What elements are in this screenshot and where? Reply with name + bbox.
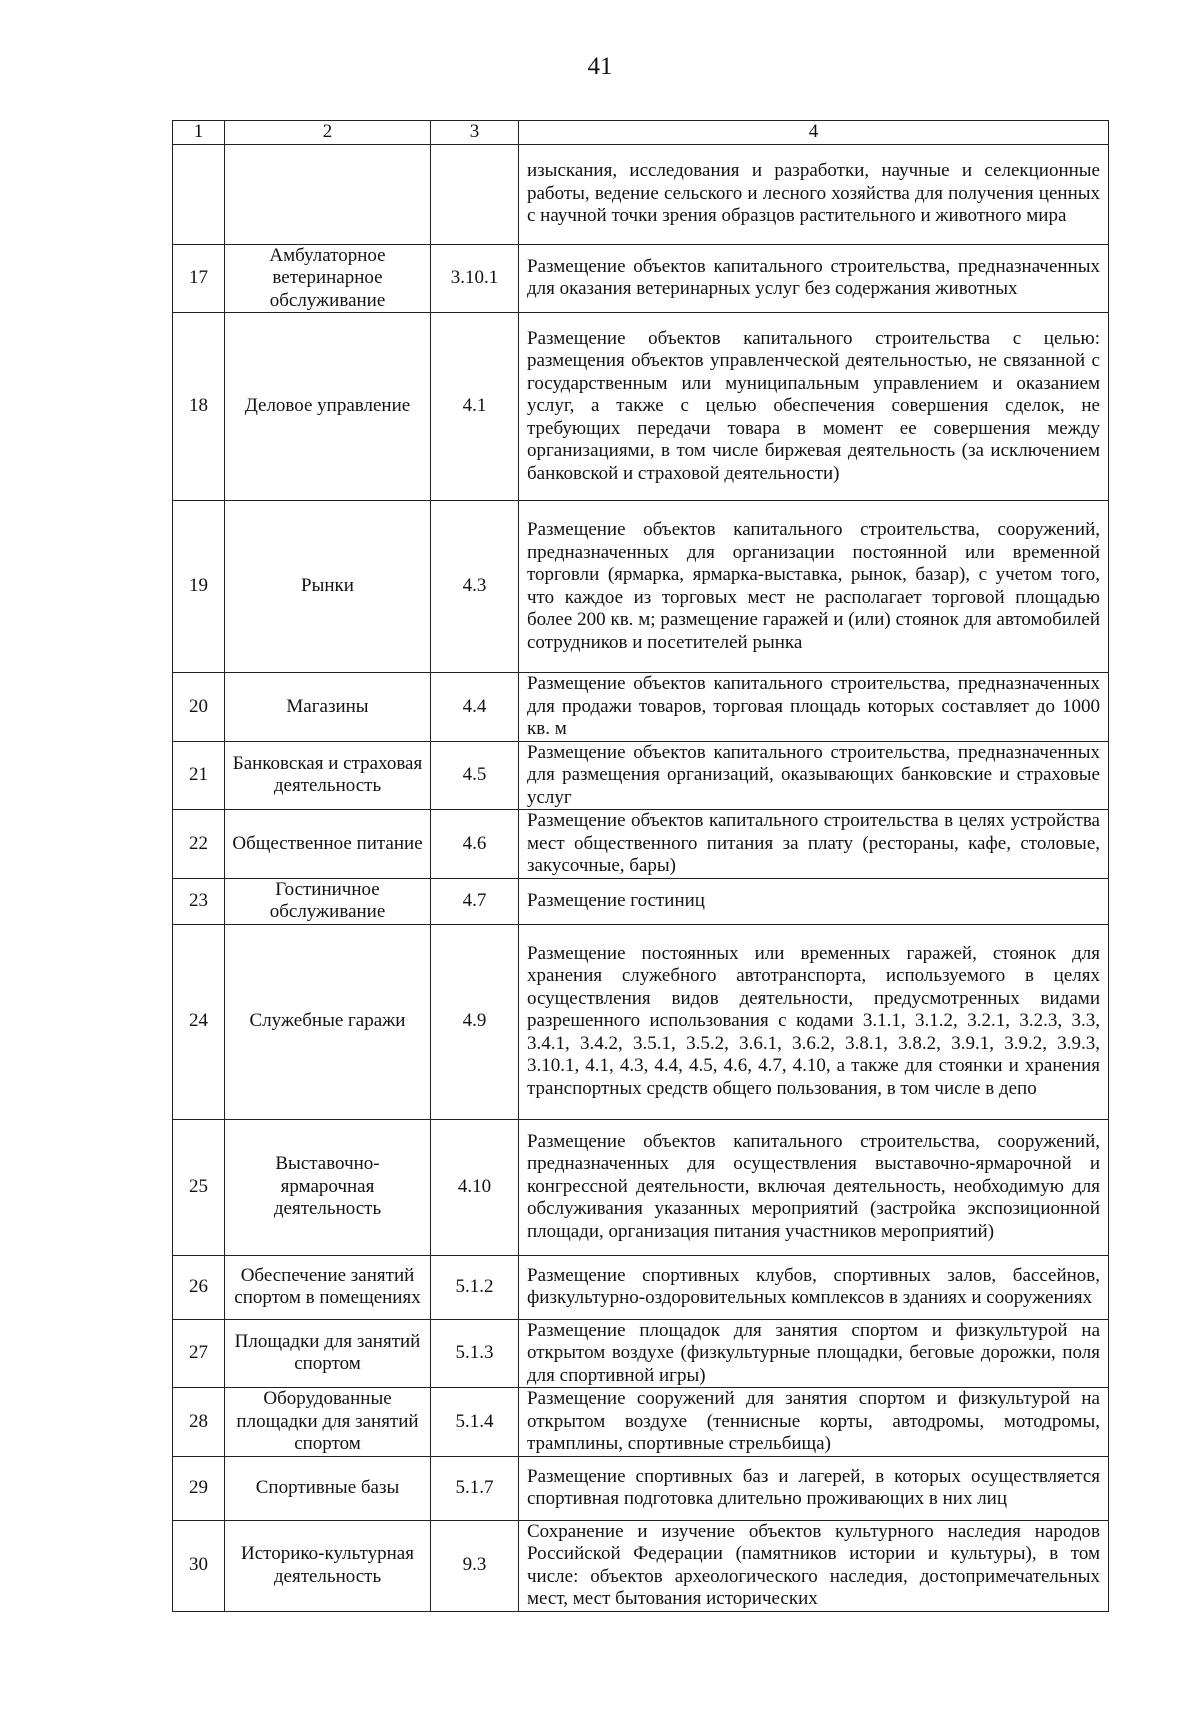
table-row bbox=[173, 878, 1109, 924]
use-type-name: Выставочно-ярмарочная деятельность bbox=[225, 1119, 431, 1255]
use-type-description: Размещение объектов капитального строительства в целях устройства мест общественного питания за плату (рестораны, кафе, столовые, закусочные, бары) bbox=[519, 810, 1109, 879]
row-number: 20 bbox=[173, 673, 225, 742]
use-type-description: Размещение объектов капитального строительства, предназначенных для оказания ветеринарных услуг без содержания животных bbox=[519, 244, 1109, 313]
use-type-name: Оборудованные площадки для занятий спортом bbox=[225, 1388, 431, 1457]
table-header bbox=[173, 121, 1109, 145]
use-type-name: Рынки bbox=[225, 501, 431, 673]
use-type-description: Размещение постоянных или временных гаражей, стоянок для хранения служебного автотранспорта, используемого в целях осуществления видов деятельности, предусмотренных видами разрешенного использования с кодами 3.1.1, 3.1.2, 3.2.1, 3.2.3, 3.3, 3.4.1, 3.4.2, 3.5.1, 3.5.2, 3.6.1, 3.6.2, 3.8.1, 3.8.2, 3.9.1, 3.9.2, 3.9.3, 3.10.1, 4.1, 4.3, 4.4, 4.5, 4.6, 4.7, 4.10, а также для стоянки и хранения транспортных средств общего пользования, в том числе в депо bbox=[519, 924, 1109, 1119]
use-type-description: Размещение объектов капитального строительства, предназначенных для продажи товаров, торговая площадь которых составляет до 1000 кв. м bbox=[519, 673, 1109, 742]
use-type-code: 5.1.3 bbox=[431, 1319, 519, 1388]
column-header-4: 4 bbox=[519, 121, 1109, 145]
use-type-code: 4.4 bbox=[431, 673, 519, 742]
use-type-code: 4.6 bbox=[431, 810, 519, 879]
table-body bbox=[173, 144, 1109, 1611]
use-type-name: Магазины bbox=[225, 673, 431, 742]
row-number: 29 bbox=[173, 1456, 225, 1520]
use-type-code: 9.3 bbox=[431, 1520, 519, 1611]
use-type-description: Размещение спортивных баз и лагерей, в которых осуществляется спортивная подготовка длительно проживающих в них лиц bbox=[519, 1456, 1109, 1520]
table-row bbox=[173, 1388, 1109, 1457]
use-type-name bbox=[225, 144, 431, 244]
table-row bbox=[173, 501, 1109, 673]
row-number: 17 bbox=[173, 244, 225, 313]
table-row bbox=[173, 1319, 1109, 1388]
row-number: 19 bbox=[173, 501, 225, 673]
use-type-description: Размещение объектов капитального строительства с целью: размещения объектов управленческой деятельностью, не связанной с государственным или муниципальным управлением и оказанием услуг, а также с целью обеспечения совершения сделок, не требующих передачи товара в момент ее совершения между организациями, в том числе биржевая деятельность (за исключением банковской и страховой деятельности) bbox=[519, 313, 1109, 501]
use-type-code: 4.10 bbox=[431, 1119, 519, 1255]
use-type-name: Спортивные базы bbox=[225, 1456, 431, 1520]
row-number: 18 bbox=[173, 313, 225, 501]
row-number: 21 bbox=[173, 741, 225, 810]
use-type-description: Размещение объектов капитального строительства, сооружений, предназначенных для организации постоянной или временной торговли (ярмарка, ярмарка-выставка, рынок, базар), с учетом того, что каждое из торговых мест не располагает торговой площадью более 200 кв. м; размещение гаражей и (или) стоянок для автомобилей сотрудников и посетителей рынка bbox=[519, 501, 1109, 673]
use-type-code: 4.1 bbox=[431, 313, 519, 501]
use-type-code: 4.3 bbox=[431, 501, 519, 673]
use-type-name: Банковская и страховая деятельность bbox=[225, 741, 431, 810]
use-type-description: Сохранение и изучение объектов культурного наследия народов Российской Федерации (памятников истории и культуры), в том числе: объектов археологического наследия, достопримечательных мест, мест бытования исторических bbox=[519, 1520, 1109, 1611]
use-type-code: 5.1.2 bbox=[431, 1255, 519, 1319]
use-type-name: Амбулаторное ветеринарное обслуживание bbox=[225, 244, 431, 313]
use-type-name: Общественное питание bbox=[225, 810, 431, 879]
use-type-name: Площадки для занятий спортом bbox=[225, 1319, 431, 1388]
column-header-2: 2 bbox=[225, 121, 431, 145]
table-row bbox=[173, 144, 1109, 244]
table-row bbox=[173, 1255, 1109, 1319]
row-number: 22 bbox=[173, 810, 225, 879]
use-type-description: Размещение площадок для занятия спортом и физкультурой на открытом воздухе (физкультурные площадки, беговые дорожки, поля для спортивной игры) bbox=[519, 1319, 1109, 1388]
table-row bbox=[173, 313, 1109, 501]
column-header-3: 3 bbox=[431, 121, 519, 145]
table-row bbox=[173, 1119, 1109, 1255]
table-row bbox=[173, 741, 1109, 810]
table-row bbox=[173, 244, 1109, 313]
row-number bbox=[173, 144, 225, 244]
row-number: 26 bbox=[173, 1255, 225, 1319]
use-type-name: Служебные гаражи bbox=[225, 924, 431, 1119]
use-type-code: 4.9 bbox=[431, 924, 519, 1119]
land-use-table bbox=[172, 120, 1109, 1612]
use-type-code bbox=[431, 144, 519, 244]
use-type-code: 4.5 bbox=[431, 741, 519, 810]
row-number: 30 bbox=[173, 1520, 225, 1611]
use-type-description: Размещение объектов капитального строительства, предназначенных для размещения организаций, оказывающих банковские и страховые услуг bbox=[519, 741, 1109, 810]
table-row bbox=[173, 1456, 1109, 1520]
use-type-code: 5.1.4 bbox=[431, 1388, 519, 1457]
page-number: 41 bbox=[587, 53, 613, 80]
use-type-code: 4.7 bbox=[431, 878, 519, 924]
use-type-name: Историко-культурная деятельность bbox=[225, 1520, 431, 1611]
column-header-1: 1 bbox=[173, 121, 225, 145]
use-type-name: Обеспечение занятий спортом в помещениях bbox=[225, 1255, 431, 1319]
use-type-description: Размещение гостиниц bbox=[519, 878, 1109, 924]
row-number: 25 bbox=[173, 1119, 225, 1255]
use-type-code: 3.10.1 bbox=[431, 244, 519, 313]
table-row bbox=[173, 810, 1109, 879]
use-type-description: Размещение сооружений для занятия спортом и физкультурой на открытом воздухе (теннисные корты, автодромы, мотодромы, трамплины, спортивные стрельбища) bbox=[519, 1388, 1109, 1457]
row-number: 24 bbox=[173, 924, 225, 1119]
use-type-description: Размещение спортивных клубов, спортивных залов, бассейнов, физкультурно-оздоровительных комплексов в зданиях и сооружениях bbox=[519, 1255, 1109, 1319]
table-row bbox=[173, 1520, 1109, 1611]
use-type-description: Размещение объектов капитального строительства, сооружений, предназначенных для осуществления выставочно-ярмарочной и конгрессной деятельности, включая деятельность, необходимую для обслуживания указанных мероприятий (застройка экспозиционной площади, организация питания участников мероприятий) bbox=[519, 1119, 1109, 1255]
row-number: 23 bbox=[173, 878, 225, 924]
row-number: 28 bbox=[173, 1388, 225, 1457]
table-row bbox=[173, 673, 1109, 742]
use-type-name: Гостиничное обслуживание bbox=[225, 878, 431, 924]
row-number: 27 bbox=[173, 1319, 225, 1388]
table-row bbox=[173, 924, 1109, 1119]
use-type-code: 5.1.7 bbox=[431, 1456, 519, 1520]
use-type-description: изыскания, исследования и разработки, научные и селекционные работы, ведение сельского и лесного хозяйства для получения ценных с научной точки зрения образцов растительного и животного мира bbox=[519, 144, 1109, 244]
use-type-name: Деловое управление bbox=[225, 313, 431, 501]
